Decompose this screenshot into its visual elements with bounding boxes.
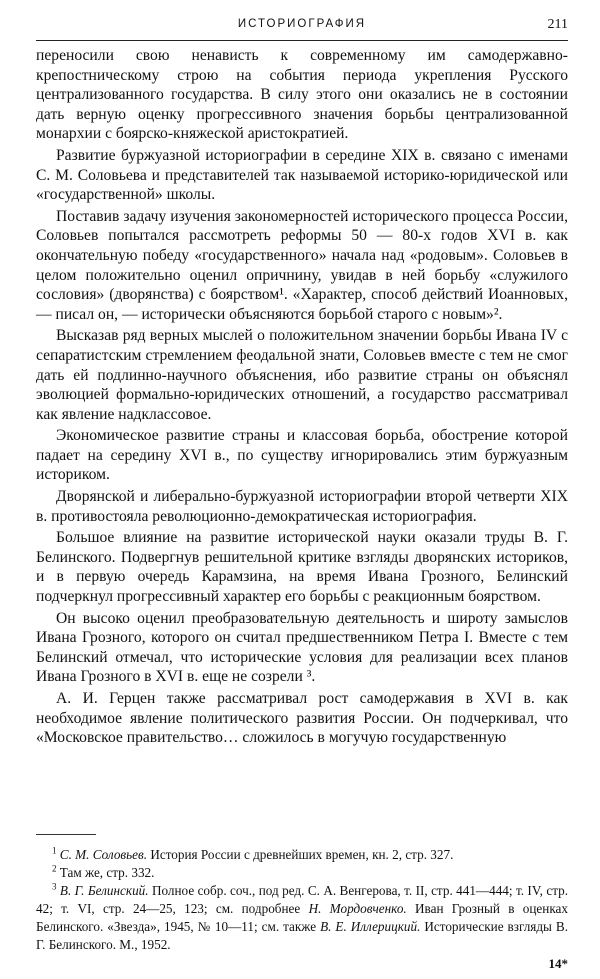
paragraph: Большое влияние на развитие исторической науки оказали труды В. Г. Белинского. Подвергнув решительной критике взгляды дворянских историков, и в первую очередь Карамзина, на время Ивана Грозного, Белинский подчеркнул прогрессивный характер его борьбы с реакционным боярством. (36, 529, 568, 606)
page-number: 211 (547, 17, 568, 32)
footnote-author: В. Е. Иллерицкий. (320, 919, 421, 934)
footnote-divider (36, 834, 96, 835)
footnote-author: Н. Мордовченко. (308, 901, 407, 916)
footnote-mark: 1 (52, 845, 57, 856)
footnote-author: С. М. Соловьев. (59, 847, 148, 862)
footnote-text: Исторические взгляды В. Г. Белинского. М., 1952. (36, 919, 568, 952)
footnote-text: Там же, стр. 332. (56, 865, 155, 880)
paragraph: Развитие буржуазной историографии в середине XIX в. связано с именами С. М. Соловьева и представителей так называемой историко-юридической или «государственной» школы. (36, 146, 568, 204)
footnote (36, 882, 568, 954)
paragraph: Дворянской и либерально-буржуазной историографии второй четверти XIX в. противостояла революционно-демократическая историография. (36, 488, 568, 525)
footnote-mark: 3 (52, 881, 57, 892)
paragraph: Высказав ряд верных мыслей о положительном значении борьбы Ивана IV с сепаратистским стремлением феодальной знати, Соловьев вместе с тем не смог дать ей подлинно-научного объяснения, ибо развитие страны он объяснял эволюцией формально-юридических отношений, а государство рассматривал как явление надклассовое. (36, 327, 568, 423)
paragraph: Поставив задачу изучения закономерностей исторического процесса России, Соловьев попытался рассмотреть реформы 50 — 80-х годов XVI в. как окончательную победу «государственного» начала над «родовым». Соловьев в целом положительно оценил опричнину, увидав в ней борьбу «служилого сословия» (дворянства) с боярством¹. «Характер, способ действий Иоанновых, — писал он, — исторически объясняются борьбой старого с новым»². (36, 207, 568, 323)
footnote (36, 846, 568, 864)
footnotes (36, 846, 568, 954)
main-text (36, 46, 568, 750)
footnote-text: История России с древнейших времен, кн. 2, стр. 327. (147, 847, 454, 862)
footnote-mark: 2 (52, 863, 57, 874)
footnote-text: Полное собр. соч., под ред. С. А. Венгерова, т. II, стр. 441—444; т. IV, стр. 42; т. VI, стр. 24—25, 123; см. подробнее (36, 883, 569, 916)
running-header (36, 14, 568, 41)
footnote-text: Иван Грозный в оценках Белинского. «Звезда», 1945, № 10—11; см. также (36, 901, 568, 934)
footnote (36, 864, 568, 882)
footnote-author: В. Г. Белинский. (59, 883, 149, 898)
printer-signature: 14* (548, 956, 568, 971)
paragraph: Экономическое развитие страны и классовая борьба, обострение которой падает на середину XVI в., по существу игнорировались этим буржуазным историком. (36, 427, 568, 484)
paragraph: А. И. Герцен также рассматривал рост самодержавия в XVI в. как необходимое явление политического развития России. Он подчеркивал, что «Московское правительство… сложилось в могучую государственную (36, 690, 568, 747)
header-title: ИСТОРИОГРАФИЯ (237, 18, 367, 30)
paragraph: Он высоко оценил преобразовательную деятельность и широту замыслов Ивана Грозного, которого он считал предшественником Петра I. Вместе с тем Белинский отмечал, что исторические условия для реализации всех планов Ивана Грозного в XVI в. еще не созрели ³. (36, 609, 568, 686)
paragraph: переносили свою ненависть к современному им самодержавно-крепостническому строю на события периода укрепления Русского централизованного государства. В силу этого они оказались не в состоянии дать верную оценку прогрессивного значения борьбы централизованной монархии с боярско-княжеской аристократией. (36, 47, 568, 143)
